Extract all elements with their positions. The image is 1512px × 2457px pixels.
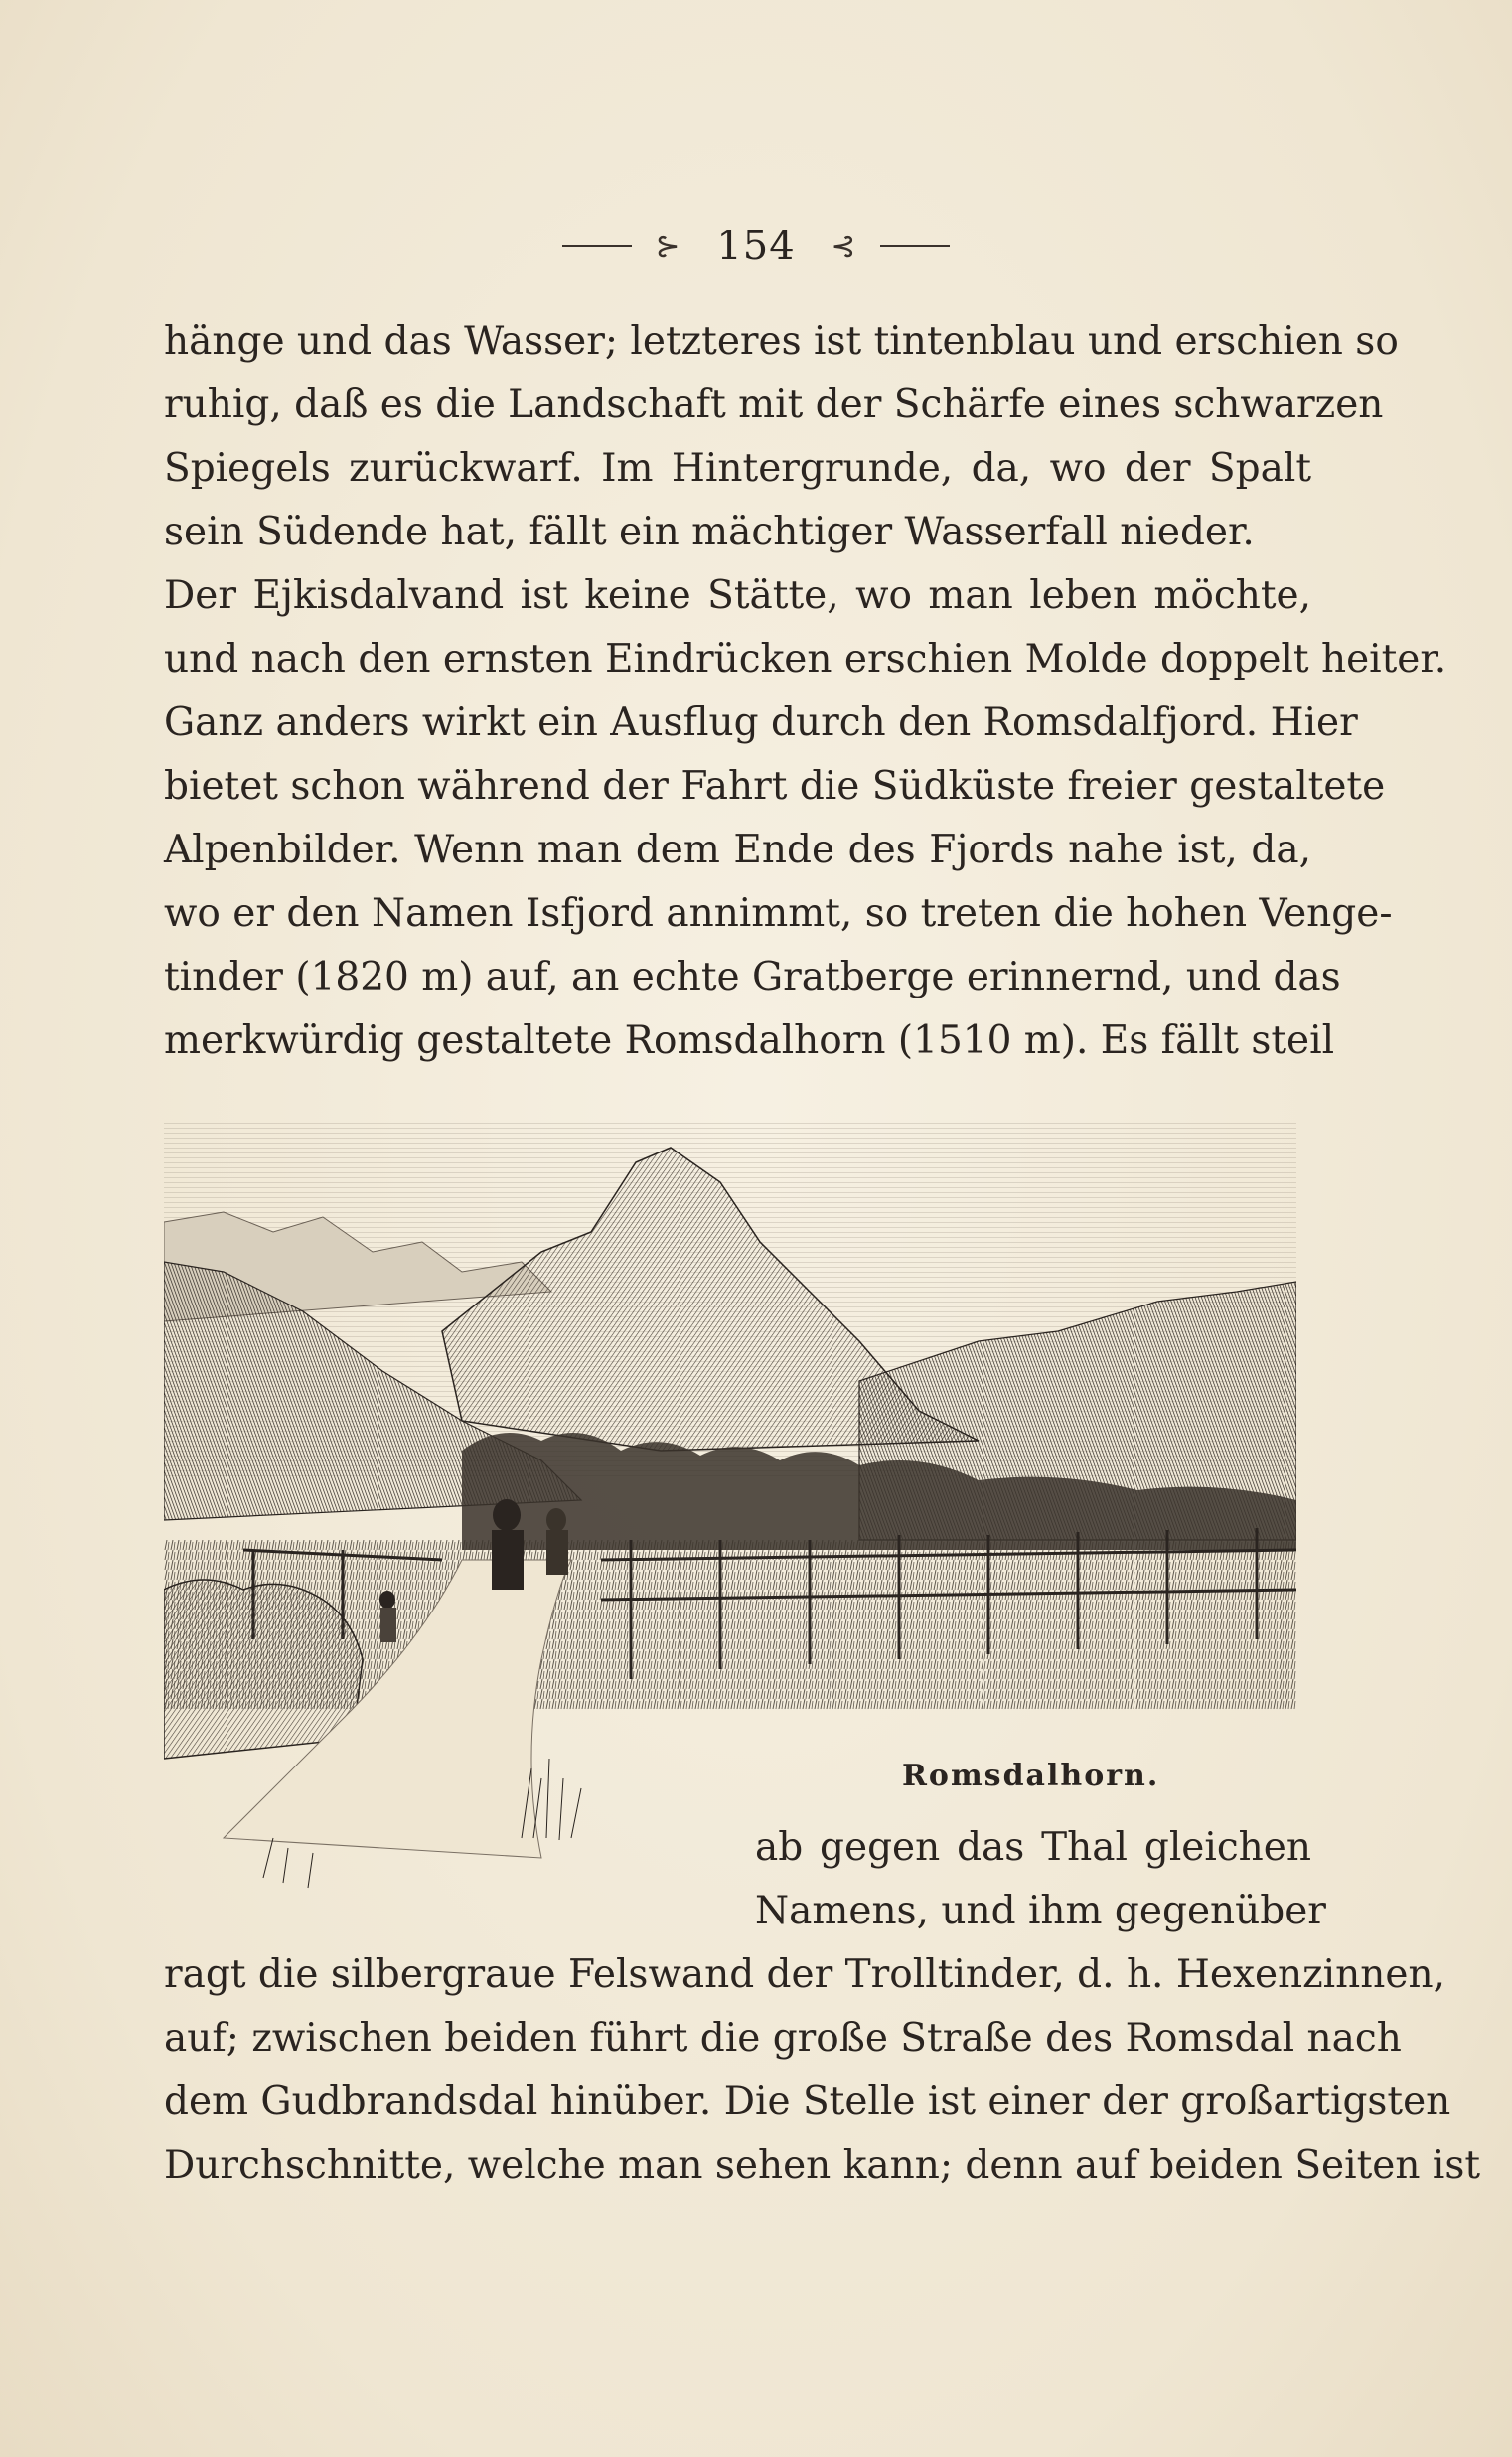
text-line: merkwürdig gestaltete Romsdalhorn (1510 m). Es fällt steil: [164, 1018, 1335, 1063]
text-line: Spiegels zurückwarf. Im Hintergrunde, da, wo der Spalt: [164, 446, 1311, 491]
text-line-indent: Der Ejkisdalvand ist keine Stätte, wo man leben möchte,: [164, 573, 1311, 618]
header-ornament-left: ⊱: [655, 229, 681, 264]
text-line: Alpenbilder. Wenn man dem Ende des Fjords nahe ist, da,: [164, 828, 1311, 872]
text-line-wrap: ab gegen das Thal gleichen: [755, 1825, 1311, 1870]
header-ornament-right: ⊰: [831, 229, 857, 264]
text-line: wo er den Namen Isfjord annimmt, so treten die hohen Venge-: [164, 891, 1393, 936]
text-line: dem Gudbrandsdal hinüber. Die Stelle ist einer der großartigsten: [164, 2079, 1451, 2124]
page-header: [0, 221, 1512, 269]
text-line-wrap: Namens, und ihm gegenüber: [755, 1889, 1326, 1933]
figure-caption: Romsdalhorn.: [902, 1759, 1160, 1793]
text-line: tinder (1820 m) auf, an echte Gratberge erinnernd, und das: [164, 955, 1341, 999]
page-number: 154: [716, 224, 796, 269]
text-line: Durchschnitte, welche man sehen kann; denn auf beiden Seiten ist: [164, 2143, 1481, 2188]
text-line: ragt die silbergraue Felswand der Trolltinder, d. h. Hexenzinnen,: [164, 1952, 1445, 1997]
text-line: und nach den ernsten Eindrücken erschien Molde doppelt heiter.: [164, 637, 1447, 682]
header-rule-left: [562, 245, 632, 247]
text-line: sein Südende hat, fällt ein mächtiger Wasserfall nieder.: [164, 510, 1255, 554]
text-line: bietet schon während der Fahrt die Südküste freier gestaltete: [164, 764, 1386, 809]
text-line: ruhig, daß es die Landschaft mit der Schärfe eines schwarzen: [164, 383, 1384, 427]
text-line: auf; zwischen beiden führt die große Straße des Romsdal nach: [164, 2016, 1402, 2061]
header-rule-right: [880, 245, 950, 247]
text-line: hänge und das Wasser; letzteres ist tintenblau und erschien so: [164, 319, 1399, 364]
text-line: Ganz anders wirkt ein Ausflug durch den Romsdalfjord. Hier: [164, 700, 1358, 745]
